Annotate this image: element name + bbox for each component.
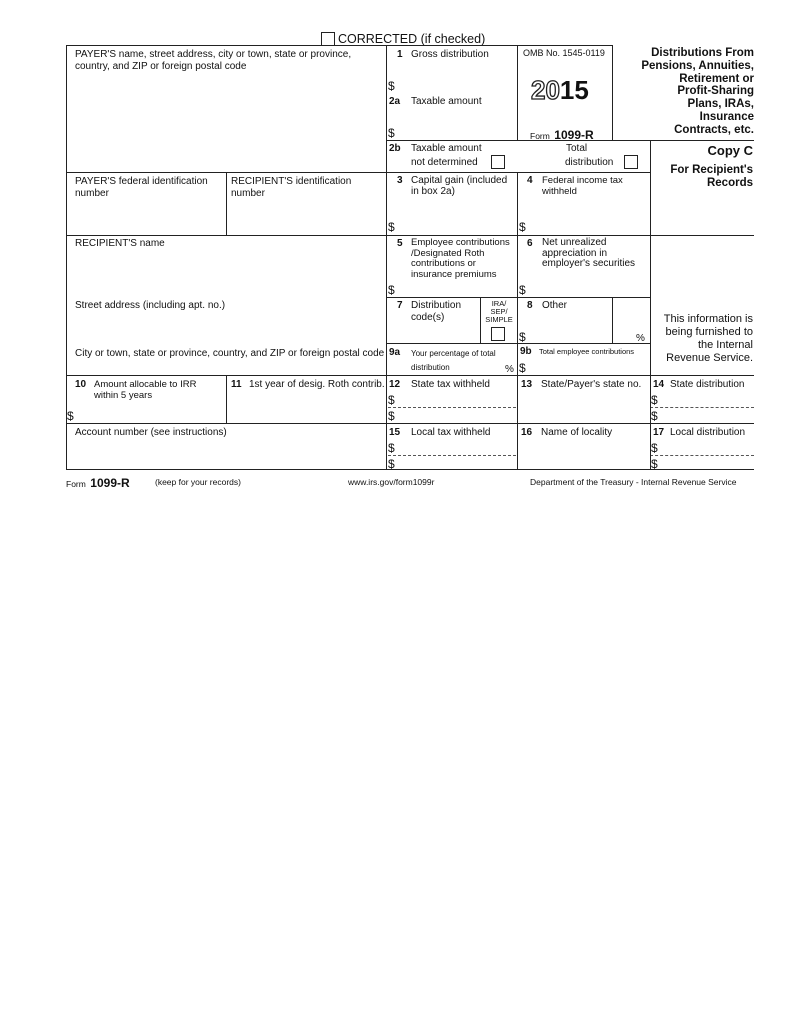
box5-label-line-1: Employee contributions [411, 237, 510, 248]
omb-form-name: 1099-R [554, 128, 594, 142]
box1-label: Gross distribution [411, 49, 489, 60]
box5-label-line-4: insurance premiums [411, 268, 497, 280]
recipient-id-label-2: number [231, 188, 265, 199]
ira-sep-simple-label [481, 300, 517, 324]
payer-name-label-2: country, and ZIP or foreign postal code [75, 61, 247, 72]
box1-dollar: $ [388, 79, 395, 93]
box9b-label: Total employee contributions [539, 347, 635, 356]
box3-dollar: $ [388, 220, 395, 234]
box10-number: 10 [75, 379, 87, 390]
box3-label-2: in box 2a) [411, 186, 455, 197]
footer-keep-note: (keep for your records) [155, 477, 241, 487]
box16-number: 16 [521, 427, 533, 438]
box5-dollar: $ [388, 283, 395, 297]
omb-form-word: Form [530, 131, 550, 141]
irs-info-line-4: Revenue Service. [666, 352, 753, 364]
box9a-label-2: distribution [411, 363, 450, 372]
irs-info-line-1: This information is [663, 313, 753, 325]
box5-label-line-2: /Designated Roth [411, 247, 485, 259]
box10-dollar: $ [67, 409, 74, 423]
box14-dollar-2: $ [651, 409, 658, 423]
box17-dollar-2: $ [651, 457, 658, 471]
box14-label: State distribution [670, 379, 745, 390]
box10-label: Amount allocable to IRR [94, 379, 197, 390]
box5-label-line-3: contributions or [411, 258, 476, 269]
total-distribution-checkbox[interactable] [624, 155, 638, 169]
footer-form-id [66, 474, 130, 492]
payer-fed-id-label-2: number [75, 188, 109, 199]
box17-label: Local distribution [670, 427, 746, 438]
tax-year-prefix: 20 [531, 75, 560, 105]
copy-name: Copy C [707, 143, 753, 158]
omb-number: OMB No. 1545-0119 [523, 48, 605, 58]
box8-number: 8 [527, 300, 533, 311]
box12-label: State tax withheld [411, 379, 490, 390]
footer-url: www.irs.gov/form1099r [348, 477, 435, 487]
box4-label: Federal income tax [542, 175, 623, 186]
box14-number: 14 [653, 379, 665, 390]
box9b-dollar: $ [519, 361, 526, 375]
box11-number: 11 [231, 379, 242, 390]
copy-for-line-2: Records [706, 177, 753, 189]
account-number-label: Account number (see instructions) [75, 427, 227, 438]
box7-label-2: code(s) [411, 312, 445, 323]
box12-dollar-2: $ [388, 409, 395, 423]
ira-label: IRA/ [491, 299, 507, 308]
box15-dollar-2: $ [388, 457, 395, 471]
box8-percent: % [636, 333, 645, 344]
box2b-label-2: not determined [411, 157, 478, 168]
corrected-checkbox[interactable] [321, 32, 335, 46]
box5-label [411, 238, 510, 280]
recipient-city-label: City or town, state or province, country, and ZIP or foreign postal code [75, 348, 385, 359]
box9b-number: 9b [520, 346, 532, 357]
box11-label: 1st year of desig. Roth contrib. [249, 379, 385, 390]
box9a-label: Your percentage of total [411, 349, 496, 358]
box6-label-line-3: employer's securities [542, 258, 636, 269]
total-distribution-label: Total [566, 143, 588, 154]
box1-number: 1 [397, 49, 403, 60]
box7-number: 7 [397, 300, 403, 311]
tax-year-suffix: 15 [559, 75, 589, 105]
box14-dollar-1: $ [651, 393, 658, 407]
box15-dollar-1: $ [388, 441, 395, 455]
box17-dollar-1: $ [651, 441, 658, 455]
recipient-name-label: RECIPIENT'S name [75, 238, 165, 249]
box2a-label: Taxable amount [411, 96, 482, 107]
box6-dollar: $ [519, 283, 526, 297]
payer-fed-id-label: PAYER'S federal identification [75, 176, 208, 187]
box4-number: 4 [527, 175, 533, 186]
box7-label: Distribution [411, 300, 462, 311]
box4-label-2: withheld [542, 186, 577, 197]
recipient-id-label: RECIPIENT'S identification [231, 176, 352, 187]
ira-sep-simple-checkbox[interactable] [491, 327, 505, 341]
box3-label: Capital gain (included [411, 175, 508, 186]
title-line-2: Pensions, Annuities, [641, 59, 754, 72]
box17-number: 17 [653, 427, 665, 438]
title-line-4: Profit-Sharing [677, 85, 754, 98]
box5-number: 5 [397, 238, 403, 249]
footer-form-word: Form [66, 479, 86, 489]
form-title [614, 47, 754, 137]
sep-label: SEP/ [490, 307, 508, 316]
box9a-percent: % [505, 364, 514, 375]
tax-year [531, 76, 589, 104]
box12-number: 12 [389, 379, 401, 390]
omb-form-id [530, 126, 594, 144]
box8-label: Other [542, 300, 568, 311]
box15-label: Local tax withheld [411, 427, 491, 438]
payer-name-label: PAYER'S name, street address, city or town, state or province, [75, 49, 352, 60]
box2a-number: 2a [389, 96, 401, 107]
title-line-5: Plans, IRAs, [687, 98, 754, 111]
box16-label: Name of locality [541, 427, 613, 438]
box13-label: State/Payer's state no. [541, 379, 642, 390]
box6-label-line-1: Net unrealized [542, 237, 607, 248]
irs-info-line-2: being furnished to [665, 326, 753, 338]
title-line-1: Distributions From [651, 47, 754, 59]
footer-department: Department of the Treasury - Internal Revenue Service [530, 477, 737, 487]
title-line-6: Insurance [699, 110, 754, 123]
box8-dollar: $ [519, 330, 526, 344]
simple-label: SIMPLE [485, 315, 513, 324]
box4-dollar: $ [519, 220, 526, 234]
box6-label [542, 238, 635, 270]
box9a-number: 9a [389, 347, 401, 358]
box10-label-2: within 5 years [94, 390, 153, 401]
recipient-street-label: Street address (including apt. no.) [75, 300, 226, 311]
box2b-label: Taxable amount [411, 143, 482, 154]
irs-info-line-3: the Internal [697, 339, 753, 351]
irs-info-text [652, 313, 753, 365]
box6-number: 6 [527, 238, 533, 249]
taxable-not-determined-checkbox[interactable] [491, 155, 505, 169]
copy-for-line-1: For Recipient's [670, 164, 753, 176]
box13-number: 13 [521, 379, 533, 390]
corrected-label: CORRECTED (if checked) [338, 32, 486, 46]
footer-form-name: 1099-R [90, 476, 130, 490]
box2a-dollar: $ [388, 126, 395, 140]
box3-number: 3 [397, 175, 403, 186]
box12-dollar-1: $ [388, 393, 395, 407]
title-line-3: Retirement or [679, 72, 754, 85]
box15-number: 15 [389, 427, 401, 438]
box2b-number: 2b [389, 143, 401, 154]
copy-for [652, 164, 753, 190]
total-distribution-label-2: distribution [565, 157, 614, 168]
box6-label-line-2: appreciation in [542, 247, 608, 259]
title-line-7: Contracts, etc. [674, 123, 754, 136]
